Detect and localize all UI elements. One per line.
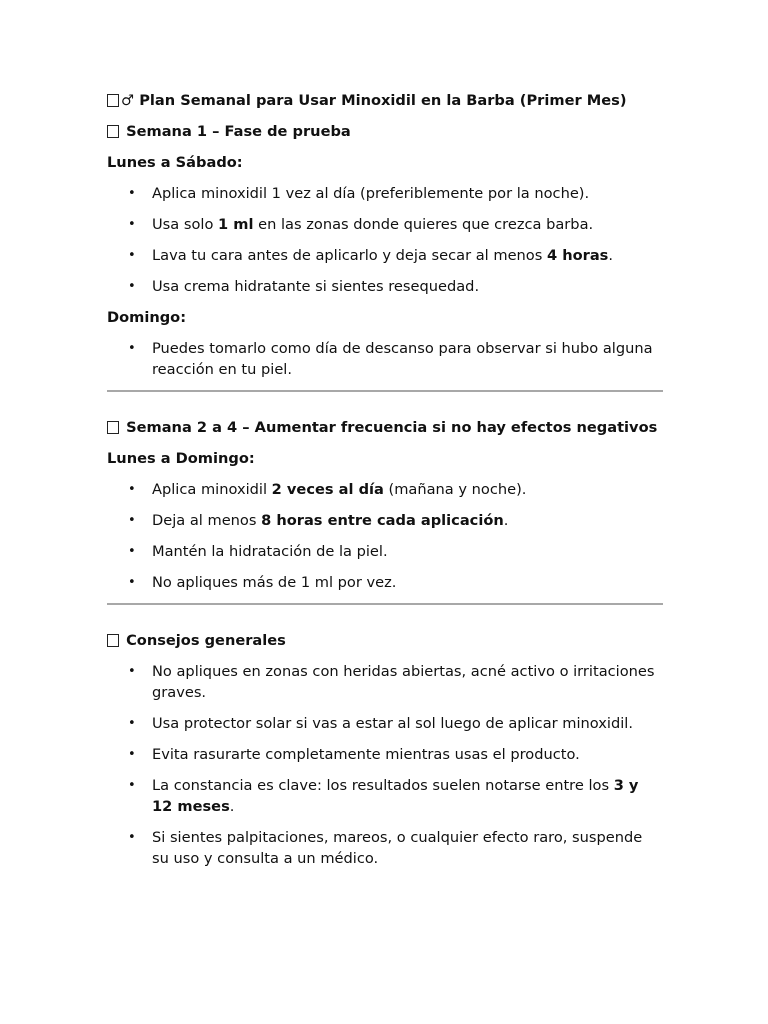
list-item: • Aplica minoxidil 1 vez al día (preferiblemente por la noche). <box>128 185 590 202</box>
missing-glyph-icon <box>107 634 119 647</box>
bullet-icon: • <box>128 186 136 201</box>
bullet-icon: • <box>128 279 136 294</box>
week1-sunday-label: Domingo: <box>107 309 187 326</box>
bullet-icon: • <box>128 482 136 497</box>
list-item: • Lava tu cara antes de aplicarlo y deja secar al menos 4 horas. <box>128 247 613 264</box>
missing-glyph-icon <box>107 125 119 138</box>
bullet-icon: • <box>128 716 136 731</box>
week1-sunday-list <box>107 338 663 380</box>
week1-heading <box>107 121 663 142</box>
list-item: • No apliques en zonas con heridas abiertas, acné activo o irritaciones graves. <box>128 663 655 701</box>
list-item: • Deja al menos 8 horas entre cada aplicación. <box>128 512 509 529</box>
week2-heading-text: Semana 2 a 4 – Aumentar frecuencia si no hay efectos negativos <box>126 419 658 436</box>
bullet-icon: • <box>128 664 136 679</box>
week1-heading-text: Semana 1 – Fase de prueba <box>126 123 351 140</box>
list-item: • Mantén la hidratación de la piel. <box>128 543 388 560</box>
week1-weekdays-label: Lunes a Sábado: <box>107 154 243 171</box>
page-title <box>107 90 663 111</box>
list-item: • Puedes tomarlo como día de descanso para observar si hubo alguna reacción en tu piel. <box>128 340 653 378</box>
week2-heading <box>107 417 663 438</box>
list-item: • No apliques más de 1 ml por vez. <box>128 574 397 591</box>
bullet-icon: • <box>128 575 136 590</box>
bullet-icon: • <box>128 248 136 263</box>
page-title-text: Plan Semanal para Usar Minoxidil en la Barba (Primer Mes) <box>139 92 627 109</box>
missing-glyph-icon <box>107 94 119 107</box>
missing-glyph-icon <box>107 421 119 434</box>
bullet-icon: • <box>128 217 136 232</box>
tips-heading <box>107 630 663 651</box>
list-item: • La constancia es clave: los resultados suelen notarse entre los 3 y 12 meses. <box>128 777 639 815</box>
male-symbol: ♂ <box>121 92 135 109</box>
bullet-icon: • <box>128 778 136 793</box>
list-item: • Usa solo 1 ml en las zonas donde quieres que crezca barba. <box>128 216 594 233</box>
section-divider <box>107 390 663 392</box>
list-item: • Evita rasurarte completamente mientras usas el producto. <box>128 746 580 763</box>
bullet-icon: • <box>128 830 136 845</box>
bullet-icon: • <box>128 544 136 559</box>
section-divider <box>107 603 663 605</box>
tips-list <box>107 661 663 869</box>
tips-heading-text: Consejos generales <box>126 632 286 649</box>
list-item: • Usa crema hidratante si sientes resequedad. <box>128 278 480 295</box>
week1-weekdays-list <box>107 183 663 297</box>
list-item: • Aplica minoxidil 2 veces al día (mañana y noche). <box>128 481 527 498</box>
list-item: • Si sientes palpitaciones, mareos, o cualquier efecto raro, suspende su uso y consulta a un médico. <box>128 829 643 867</box>
list-item: • Usa protector solar si vas a estar al sol luego de aplicar minoxidil. <box>128 715 633 732</box>
bullet-icon: • <box>128 747 136 762</box>
week2-days-label: Lunes a Domingo: <box>107 450 255 467</box>
bullet-icon: • <box>128 513 136 528</box>
document-body <box>107 90 663 879</box>
bullet-icon: • <box>128 341 136 356</box>
week2-list <box>107 479 663 593</box>
